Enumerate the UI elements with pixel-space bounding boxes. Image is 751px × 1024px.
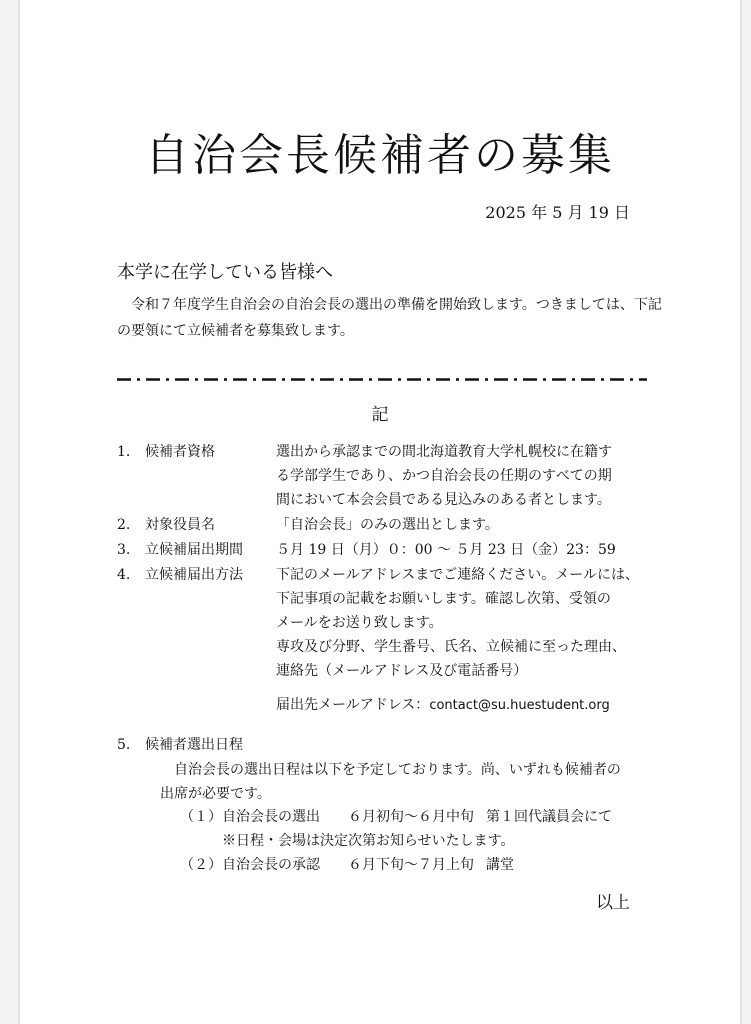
schedule-place: 講堂	[486, 857, 514, 873]
item-value-line: 連絡先（メールアドレス及び電話番号）	[276, 663, 528, 679]
schedule-place: 第１回代議員会にて	[486, 809, 612, 825]
item-number: 4.	[117, 567, 131, 583]
schedule-period: ６月下旬〜７月上旬	[348, 857, 474, 873]
item-number: 3.	[117, 542, 131, 558]
email-line	[276, 693, 610, 718]
item-number: 5.	[117, 737, 131, 753]
schedule-intro-line: 出席が必要です。	[160, 786, 271, 802]
item-value-line: 下記のメールアドレスまでご連絡ください。メールには、	[276, 567, 640, 583]
schedule-name: 自治会長の選出	[222, 809, 320, 825]
item-value-line: 「自治会長」のみの選出とします。	[276, 517, 499, 533]
closing-ijo: 以上	[596, 893, 630, 913]
item-value-line: 専攻及び分野、学生番号、氏名、立候補に至った理由、	[276, 639, 626, 655]
ki-heading: 記	[371, 405, 389, 425]
item-value-line: る学部学生であり、かつ自治会長の任期のすべての期	[276, 468, 612, 484]
item-value-line: メールをお送り致します。	[276, 615, 443, 631]
item-label: 候補者資格	[145, 444, 215, 460]
item-value-line: 下記事項の記載をお願いします。確認し次第、受領の	[276, 591, 611, 607]
dash-dot-separator	[117, 378, 647, 381]
item-label: 立候補届出方法	[145, 567, 243, 583]
schedule-no: （２）	[180, 857, 222, 873]
email-label: 届出先メールアドレス：	[276, 697, 430, 713]
schedule-row	[180, 853, 514, 877]
greeting: 本学に在学している皆様へ	[117, 262, 333, 283]
document-page	[20, 0, 740, 1024]
item-label: 対象役員名	[145, 517, 215, 533]
item-value-line: 間において本会会員である見込みのある者とします。	[276, 492, 611, 508]
schedule-row	[180, 805, 612, 829]
page-title: 自治会長候補者の募集	[145, 130, 615, 181]
item-number: 2.	[117, 517, 131, 533]
issue-date: 2025 年 5 月 19 日	[485, 203, 630, 222]
schedule-period: ６月初旬〜６月中旬	[348, 809, 474, 825]
contact-email-link[interactable]: contact@su.huestudent.org	[429, 698, 610, 713]
item-number: 1.	[117, 444, 131, 460]
intro-paragraph: 令和７年度学生自治会の自治会長の選出の準備を開始致します。つきましては、下記の要領にて立候補者を募集致します。	[117, 297, 662, 339]
item-label: 候補者選出日程	[145, 737, 243, 753]
schedule-name: 自治会長の承認	[222, 857, 320, 873]
item-label: 立候補届出期間	[145, 542, 243, 558]
schedule-intro-line: 自治会長の選出日程は以下を予定しております。尚、いずれも候補者の	[174, 762, 621, 778]
item-value-line: 選出から承認までの間北海道教育大学札幌校に在籍す	[276, 444, 612, 460]
schedule-no: （１）	[180, 809, 222, 825]
item-value-line: ５月 19 日（月）０：00 〜 ５月 23 日（金）23：59	[276, 542, 616, 558]
schedule-note: ※日程・会場は決定次第お知らせいたします。	[222, 833, 515, 849]
